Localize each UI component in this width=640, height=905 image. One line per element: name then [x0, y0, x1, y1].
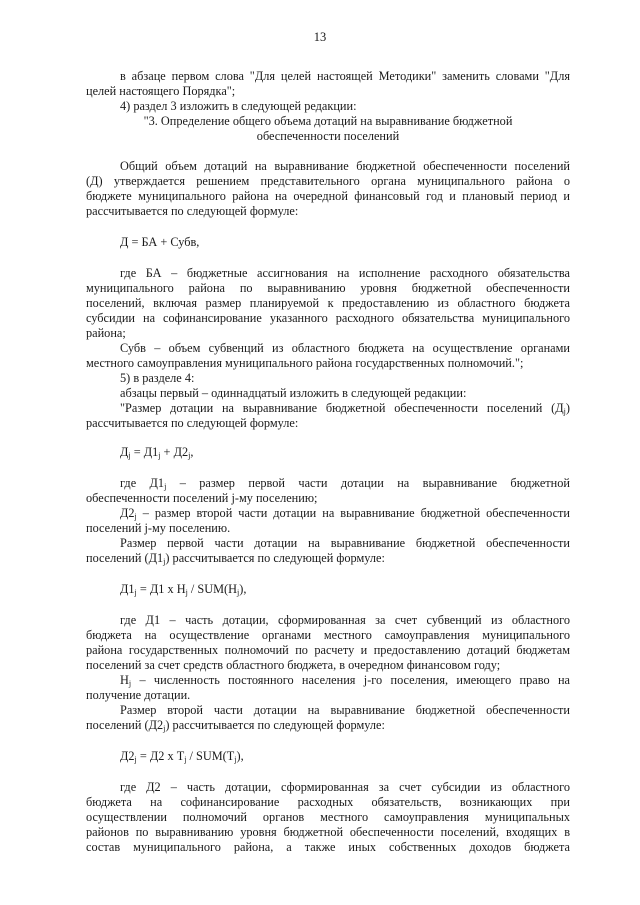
- text-line: где БА – бюджетные ассигнования на исполнение расходного обязательства: [120, 266, 570, 280]
- text-line: поселений, включая размер планируемой к предоставлению из областного бюджета: [86, 296, 570, 310]
- text-line: 4) раздел 3 изложить в следующей редакции:: [120, 99, 357, 113]
- text-line: бюджете муниципального района на очередной финансовый год и плановый период и: [86, 189, 570, 203]
- section-heading: обеспеченности поселений: [256, 129, 400, 143]
- text-line: осуществлении полномочий органов местного самоуправления муниципальных: [86, 810, 570, 824]
- text-line: где Д1 – часть дотации, сформированная за счет субвенций из областного: [120, 613, 570, 627]
- text-line: поселений за счет средств областного бюджета, в очередном финансовом году;: [86, 658, 501, 672]
- text-line: Размер первой части дотации на выравнивание бюджетной обеспеченности: [120, 536, 570, 550]
- text-line: $Д2_j$ – размер второй части дотации на выравнивание бюджетной обеспеченности: [120, 506, 570, 521]
- text-line: района;: [86, 326, 126, 340]
- text-line: где Д2 – часть дотации, сформированная за счет субсидии из областного: [120, 780, 570, 794]
- text-line: поселений $(Д1_j)$ рассчитывается по следующей формуле:: [86, 551, 385, 566]
- text-line: районов по выравниванию уровня бюджетной обеспеченности поселений, входящих в: [86, 825, 570, 839]
- formula: Д = БА + Субв,: [120, 235, 200, 249]
- text-line: получение дотации.: [86, 688, 191, 702]
- text-line: рассчитывается по следующей формуле:: [86, 204, 299, 218]
- text-line: абзацы первый – одиннадцатый изложить в следующей редакции:: [120, 386, 467, 400]
- text-line: поселений $(Д2_j)$ рассчитывается по следующей формуле:: [86, 718, 385, 733]
- text-line: субсидии на софинансирование указанного расходного обязательства муниципального: [86, 311, 570, 325]
- text-line: (Д) утверждается решением представительного органа муниципального района о: [86, 174, 570, 188]
- text-line: Размер второй части дотации на выравнивание бюджетной обеспеченности: [120, 703, 570, 717]
- text-line: 5) в разделе 4:: [120, 371, 195, 385]
- text-line: Общий объем дотаций на выравнивание бюджетной обеспеченности поселений: [120, 159, 570, 173]
- formula: $Д2_j = Д2$ x $Т_j / SUM(Т_j)$,: [120, 749, 244, 764]
- formula: $Д1_j = Д1$ x $Н_j / SUM(Н_j)$,: [120, 582, 247, 597]
- text-line: бюджета на осуществление органами местного самоуправления муниципального: [86, 628, 570, 642]
- text-line: обеспеченности поселений j-му поселению;: [86, 491, 318, 505]
- page-number: 13: [313, 30, 327, 44]
- text-line: района государственных полномочий по расчету и предоставлению дотаций бюджетам: [86, 643, 570, 657]
- text-line: Субв – объем субвенций из областного бюджета на осуществление органами: [120, 341, 570, 355]
- text-line: поселений j-му поселению.: [86, 521, 231, 535]
- text-line: состав муниципального района, а также иных собственных доходов бюджета: [86, 840, 570, 854]
- text-line: бюджета на софинансирование расходных обязательств, возникающих при: [86, 795, 570, 809]
- text-line: где $Д1_j$ – размер первой части дотации на выравнивание бюджетной: [120, 476, 570, 491]
- text-line: местного самоуправления муниципального района государственных полномочий.";: [86, 356, 524, 370]
- formula: $Д_j = Д1_j + Д2_j$,: [120, 445, 194, 460]
- text-line: $Н_j$ – численность постоянного населения j-го поселения, имеющего право на: [120, 673, 570, 688]
- text-line: муниципального района по выравниванию уровня бюджетной обеспеченности: [86, 281, 570, 295]
- text-line: целей настоящего Порядка";: [86, 84, 236, 98]
- text-line: в абзаце первом слова "Для целей настоящей Методики" заменить словами "Для: [120, 69, 570, 83]
- text-line: "Размер дотации на выравнивание бюджетной обеспеченности поселений $(Д_j)$: [120, 401, 570, 416]
- text-line: рассчитывается по следующей формуле:: [86, 416, 299, 430]
- section-heading: "3. Определение общего объема дотаций на выравнивание бюджетной: [143, 114, 513, 128]
